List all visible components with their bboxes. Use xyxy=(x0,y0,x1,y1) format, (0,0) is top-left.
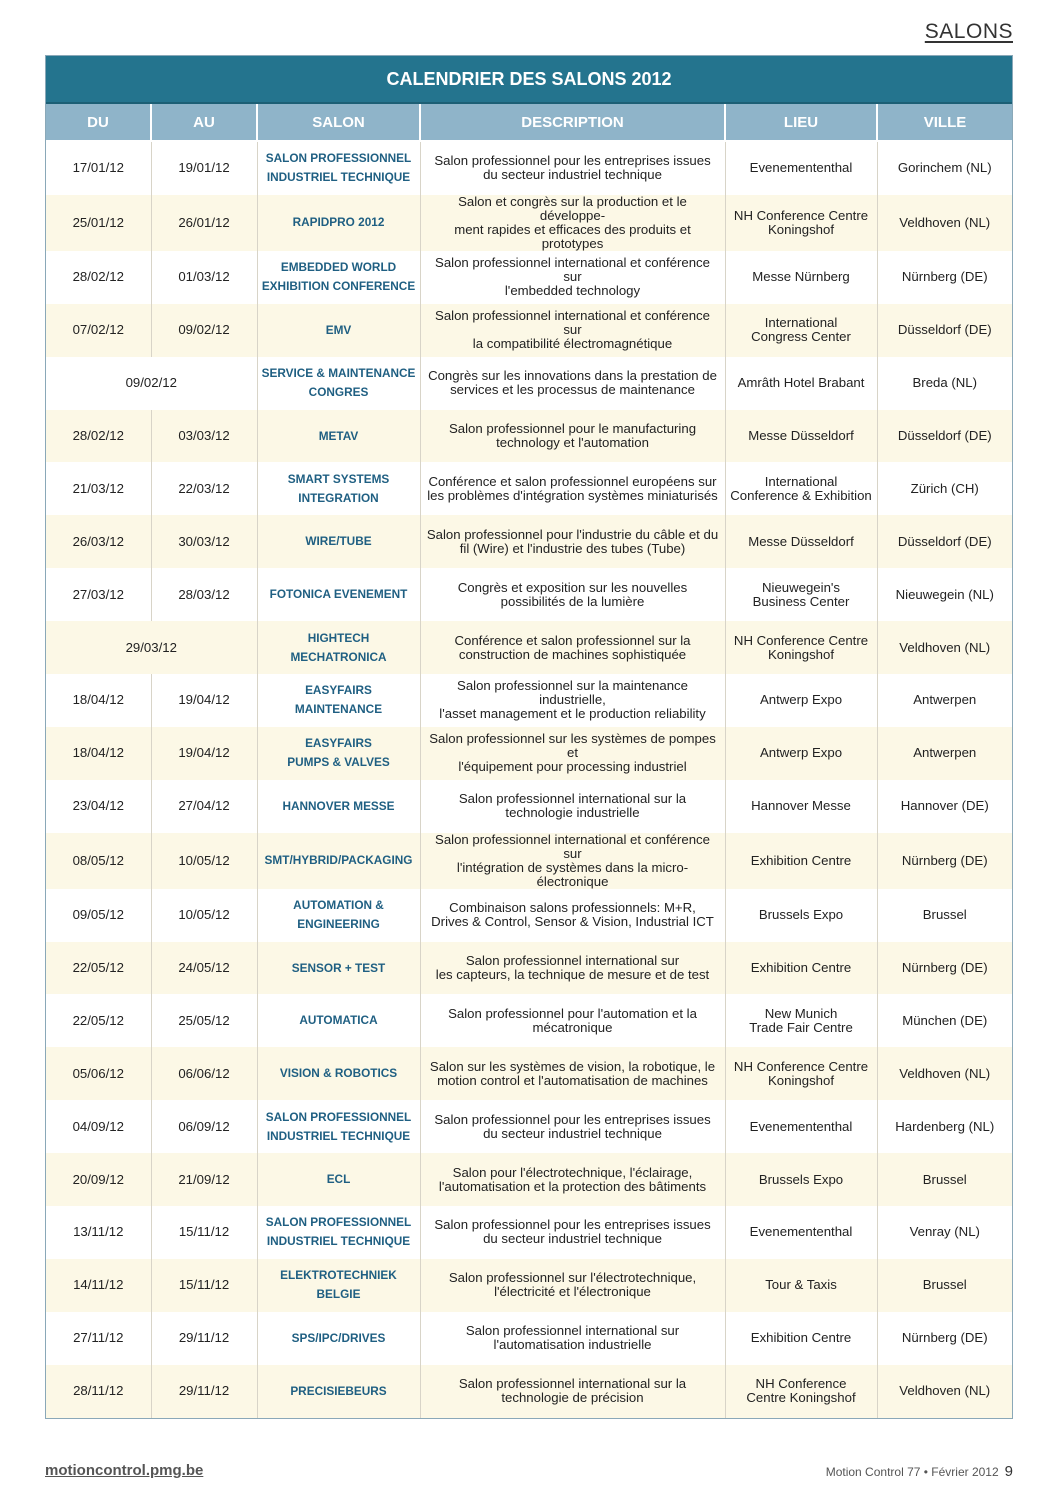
cell-line: possibilités de la lumière xyxy=(500,593,645,609)
city-cell: Veldhoven (NL) xyxy=(877,621,1012,674)
date-end-cell: 29/11/12 xyxy=(151,1365,257,1418)
table-row xyxy=(46,1206,1012,1259)
date-start-cell: 27/03/12 xyxy=(46,568,151,621)
description-cell xyxy=(420,1100,725,1153)
cell-line: Salon professionnel pour l'industrie du câble et du xyxy=(426,526,719,542)
cell-line: ECL xyxy=(326,1172,351,1187)
cell-line: la compatibilité électromagnétique xyxy=(472,336,673,352)
city-cell: Düsseldorf (DE) xyxy=(877,304,1012,357)
cell-line: Evenemententhal xyxy=(749,1224,853,1240)
date-end-cell: 19/04/12 xyxy=(151,727,257,780)
cell-line: SALON PROFESSIONNEL xyxy=(265,1215,412,1230)
city-cell: Nürnberg (DE) xyxy=(877,1312,1012,1365)
description-cell xyxy=(420,1312,725,1365)
table-row xyxy=(46,462,1012,515)
cell-line: Salon professionnel pour l'automation et la xyxy=(448,1005,697,1021)
table-row xyxy=(46,994,1012,1047)
cell-line: construction de machines sophistiquée xyxy=(458,646,687,662)
cell-line: FOTONICA EVENEMENT xyxy=(269,587,408,602)
description-cell xyxy=(420,889,725,942)
cell-line: SALON PROFESSIONNEL xyxy=(265,151,412,166)
date-end-cell: 22/03/12 xyxy=(151,462,257,515)
venue-cell xyxy=(725,1365,877,1418)
cell-line: Messe Düsseldorf xyxy=(748,533,854,549)
cell-line: RAPIDPRO 2012 xyxy=(292,215,385,230)
city-cell: Nürnberg (DE) xyxy=(877,251,1012,304)
cell-line: Evenemententhal xyxy=(749,1118,853,1134)
cell-line: l'électricité et l'électronique xyxy=(494,1284,651,1300)
date-start-cell: 18/04/12 xyxy=(46,727,151,780)
venue-cell xyxy=(725,357,877,410)
cell-line: Salon professionnel sur la maintenance industrielle, xyxy=(457,678,688,708)
date-start-cell: 26/03/12 xyxy=(46,515,151,568)
city-cell: Brussel xyxy=(877,889,1012,942)
header-lieu: LIEU xyxy=(725,104,877,141)
date-end-cell: 06/09/12 xyxy=(151,1100,257,1153)
salon-name-cell xyxy=(257,251,420,304)
cell-line: Amrâth Hotel Brabant xyxy=(737,375,865,391)
cell-line: EASYFAIRS xyxy=(305,683,372,698)
description-cell xyxy=(420,195,725,251)
cell-line: METAV xyxy=(318,428,359,443)
cell-line: Congrès sur les innovations dans la prestation de xyxy=(428,368,717,384)
salon-name-cell xyxy=(257,1047,420,1100)
table-row xyxy=(46,1312,1012,1365)
salon-name-cell xyxy=(257,621,420,674)
date-end-cell: 27/04/12 xyxy=(151,780,257,833)
cell-line: CONGRES xyxy=(308,385,369,400)
cell-line: BELGIE xyxy=(316,1287,361,1302)
city-cell: Hardenberg (NL) xyxy=(877,1100,1012,1153)
date-end-cell: 06/06/12 xyxy=(151,1047,257,1100)
footer-issue xyxy=(826,1463,1013,1480)
city-cell: Antwerpen xyxy=(877,674,1012,727)
venue-cell xyxy=(725,251,877,304)
salon-name-cell xyxy=(257,994,420,1047)
salon-name-cell xyxy=(257,462,420,515)
date-start-cell: 13/11/12 xyxy=(46,1206,151,1259)
section-label: SALONS xyxy=(924,20,1013,43)
table-body xyxy=(46,141,1012,1418)
cell-line: Koningshof xyxy=(768,646,834,662)
calendar-table-frame xyxy=(45,55,1013,1419)
footer-website[interactable]: motioncontrol.pmg.be xyxy=(45,1462,204,1479)
cell-line: NH Conference Centre xyxy=(733,632,869,648)
date-end-cell: 10/05/12 xyxy=(151,889,257,942)
salon-name-cell xyxy=(257,889,420,942)
cell-line: Congress Center xyxy=(751,329,851,345)
cell-line: l'intégration de systèmes dans la micro-électronique xyxy=(456,859,689,889)
date-end-cell: 01/03/12 xyxy=(151,251,257,304)
date-start-cell: 07/02/12 xyxy=(46,304,151,357)
date-end-cell: 15/11/12 xyxy=(151,1206,257,1259)
city-cell: Düsseldorf (DE) xyxy=(877,410,1012,463)
table-row xyxy=(46,515,1012,568)
cell-line: Salon professionnel pour les entreprises issues xyxy=(434,1217,711,1233)
venue-cell xyxy=(725,942,877,995)
calendar-table xyxy=(46,104,1012,1418)
cell-line: SMT/HYBRID/PACKAGING xyxy=(264,853,413,868)
cell-line: INTEGRATION xyxy=(298,490,379,505)
venue-cell xyxy=(725,304,877,357)
salon-name-cell xyxy=(257,1259,420,1312)
city-cell: Gorinchem (NL) xyxy=(877,141,1012,195)
description-cell xyxy=(420,1153,725,1206)
cell-line: International xyxy=(764,473,838,489)
date-start-cell: 09/05/12 xyxy=(46,889,151,942)
date-end-cell: 21/09/12 xyxy=(151,1153,257,1206)
cell-line: fil (Wire) et l'industrie des tubes (Tube) xyxy=(459,540,686,556)
date-start-cell: 22/05/12 xyxy=(46,942,151,995)
date-end-cell: 26/01/12 xyxy=(151,195,257,251)
header-row xyxy=(46,104,1012,141)
description-cell xyxy=(420,304,725,357)
salon-name-cell xyxy=(257,304,420,357)
table-row xyxy=(46,942,1012,995)
description-cell xyxy=(420,251,725,304)
cell-line: MECHATRONICA xyxy=(290,649,387,664)
city-cell: Nürnberg (DE) xyxy=(877,942,1012,995)
venue-cell xyxy=(725,1100,877,1153)
cell-line: technologie de précision xyxy=(501,1390,644,1406)
cell-line: ELEKTROTECHNIEK xyxy=(280,1268,397,1283)
date-end-cell: 15/11/12 xyxy=(151,1259,257,1312)
date-end-cell: 28/03/12 xyxy=(151,568,257,621)
venue-cell xyxy=(725,621,877,674)
cell-line: NH Conference Centre xyxy=(733,207,869,223)
cell-line: Salon professionnel pour les entreprises issues xyxy=(434,153,711,169)
cell-line: Exhibition Centre xyxy=(750,960,852,976)
date-cell: 29/03/12 xyxy=(46,621,257,674)
salon-name-cell xyxy=(257,195,420,251)
table-row xyxy=(46,1047,1012,1100)
date-start-cell: 23/04/12 xyxy=(46,780,151,833)
cell-line: du secteur industriel technique xyxy=(483,1231,662,1247)
cell-line: l'embedded technology xyxy=(504,283,641,299)
cell-line: Combinaison salons professionnels: M+R, xyxy=(449,900,696,916)
cell-line: Congrès et exposition sur les nouvelles xyxy=(457,579,688,595)
cell-line: EMV xyxy=(325,322,352,337)
date-end-cell: 19/04/12 xyxy=(151,674,257,727)
city-cell: Nieuwegein (NL) xyxy=(877,568,1012,621)
cell-line: Salon et congrès sur la production et le développe- xyxy=(458,193,687,223)
cell-line: WIRE/TUBE xyxy=(305,534,372,549)
table-row xyxy=(46,1153,1012,1206)
cell-line: du secteur industriel technique xyxy=(483,167,662,183)
city-cell: Zürich (CH) xyxy=(877,462,1012,515)
description-cell xyxy=(420,515,725,568)
date-start-cell: 25/01/12 xyxy=(46,195,151,251)
cell-line: Antwerp Expo xyxy=(759,692,843,708)
table-row xyxy=(46,621,1012,674)
header-description: DESCRIPTION xyxy=(420,104,725,141)
city-cell: München (DE) xyxy=(877,994,1012,1047)
cell-line: Salon professionnel international et conférence sur xyxy=(435,308,710,338)
salon-name-cell xyxy=(257,1365,420,1418)
city-cell: Brussel xyxy=(877,1153,1012,1206)
description-cell xyxy=(420,727,725,780)
cell-line: Nieuwegein's xyxy=(761,579,841,595)
venue-cell xyxy=(725,1259,877,1312)
cell-line: les capteurs, la technique de mesure et de test xyxy=(435,967,710,983)
description-cell xyxy=(420,780,725,833)
venue-cell xyxy=(725,994,877,1047)
description-cell xyxy=(420,141,725,195)
table-row xyxy=(46,251,1012,304)
cell-line: SPS/IPC/DRIVES xyxy=(291,1330,386,1345)
cell-line: Koningshof xyxy=(768,1072,834,1088)
table-row xyxy=(46,1100,1012,1153)
cell-line: HIGHTECH xyxy=(307,630,370,645)
cell-line: Salon professionnel international et conférence sur xyxy=(435,831,710,861)
cell-line: Messe Nürnberg xyxy=(752,269,850,285)
cell-line: services et les processus de maintenance xyxy=(450,382,695,398)
cell-line: MAINTENANCE xyxy=(294,702,383,717)
date-start-cell: 04/09/12 xyxy=(46,1100,151,1153)
cell-line: Salon professionnel international sur xyxy=(465,1323,680,1339)
header-du: DU xyxy=(46,104,151,141)
date-start-cell: 08/05/12 xyxy=(46,833,151,889)
cell-line: EXHIBITION CONFERENCE xyxy=(261,279,416,294)
page-number: 9 xyxy=(1004,1463,1013,1480)
description-cell xyxy=(420,1206,725,1259)
table-row xyxy=(46,304,1012,357)
cell-line: Conference & Exhibition xyxy=(730,487,872,503)
cell-line: PRECISIEBEURS xyxy=(290,1383,387,1398)
description-cell xyxy=(420,1259,725,1312)
date-start-cell: 27/11/12 xyxy=(46,1312,151,1365)
date-start-cell: 05/06/12 xyxy=(46,1047,151,1100)
date-start-cell: 28/11/12 xyxy=(46,1365,151,1418)
date-start-cell: 28/02/12 xyxy=(46,410,151,463)
table-row xyxy=(46,727,1012,780)
cell-line: EMBEDDED WORLD xyxy=(280,260,397,275)
cell-line: Salon professionnel international sur xyxy=(465,953,680,969)
salon-name-cell xyxy=(257,942,420,995)
venue-cell xyxy=(725,195,877,251)
city-cell: Antwerpen xyxy=(877,727,1012,780)
cell-line: Koningshof xyxy=(768,221,834,237)
cell-line: technology et l'automation xyxy=(496,435,649,450)
cell-line: Antwerp Expo xyxy=(759,745,843,761)
city-cell: Veldhoven (NL) xyxy=(877,1047,1012,1100)
city-cell: Düsseldorf (DE) xyxy=(877,515,1012,568)
cell-line: Evenemententhal xyxy=(749,160,853,176)
cell-line: Messe Düsseldorf xyxy=(748,428,854,443)
city-cell: Brussel xyxy=(877,1259,1012,1312)
cell-line: Trade Fair Centre xyxy=(749,1019,853,1035)
cell-line: Hannover Messe xyxy=(751,798,851,814)
cell-line: NH Conference xyxy=(755,1376,847,1392)
venue-cell xyxy=(725,141,877,195)
venue-cell xyxy=(725,674,877,727)
date-start-cell: 18/04/12 xyxy=(46,674,151,727)
cell-line: Salon pour l'électrotechnique, l'éclairage, xyxy=(452,1164,693,1180)
city-cell: Nürnberg (DE) xyxy=(877,833,1012,889)
cell-line: Exhibition Centre xyxy=(750,1330,852,1346)
date-end-cell: 24/05/12 xyxy=(151,942,257,995)
cell-line: PUMPS & VALVES xyxy=(287,755,390,770)
cell-line: les problèmes d'intégration systèmes miniaturisés xyxy=(427,487,718,503)
date-end-cell: 25/05/12 xyxy=(151,994,257,1047)
date-end-cell: 29/11/12 xyxy=(151,1312,257,1365)
issue-label: Motion Control 77 • Février 2012 xyxy=(825,1465,999,1479)
table-row xyxy=(46,141,1012,195)
date-end-cell: 03/03/12 xyxy=(151,410,257,463)
venue-cell xyxy=(725,410,877,463)
cell-line: ment rapides et efficaces des produits et prototypes xyxy=(454,221,691,251)
salon-name-cell xyxy=(257,141,420,195)
cell-line: ENGINEERING xyxy=(297,917,380,932)
date-end-cell: 09/02/12 xyxy=(151,304,257,357)
cell-line: Salon professionnel sur l'électrotechnique, xyxy=(448,1270,697,1286)
venue-cell xyxy=(725,727,877,780)
cell-line: Drives & Control, Sensor & Vision, Industrial ICT xyxy=(431,914,714,930)
venue-cell xyxy=(725,1312,877,1365)
cell-line: Business Center xyxy=(752,593,850,609)
table-title: CALENDRIER DES SALONS 2012 xyxy=(46,56,1012,104)
description-cell xyxy=(420,357,725,410)
city-cell: Veldhoven (NL) xyxy=(877,195,1012,251)
venue-cell xyxy=(725,1206,877,1259)
venue-cell xyxy=(725,1047,877,1100)
date-start-cell: 14/11/12 xyxy=(46,1259,151,1312)
cell-line: Centre Koningshof xyxy=(746,1390,856,1406)
venue-cell xyxy=(725,1153,877,1206)
description-cell xyxy=(420,462,725,515)
cell-line: SERVICE & MAINTENANCE xyxy=(261,366,416,381)
table-row xyxy=(46,1365,1012,1418)
date-start-cell: 17/01/12 xyxy=(46,141,151,195)
cell-line: VISION & ROBOTICS xyxy=(279,1066,398,1081)
date-start-cell: 20/09/12 xyxy=(46,1153,151,1206)
table-row xyxy=(46,195,1012,251)
table-row xyxy=(46,568,1012,621)
cell-line: mécatronique xyxy=(532,1019,613,1035)
cell-line: HANNOVER MESSE xyxy=(282,798,395,813)
city-cell: Venray (NL) xyxy=(877,1206,1012,1259)
cell-line: Salon professionnel pour le manufacturing xyxy=(448,421,697,436)
header-ville: VILLE xyxy=(877,104,1012,141)
cell-line: INDUSTRIEL TECHNIQUE xyxy=(266,1234,411,1249)
cell-line: AUTOMATICA xyxy=(299,1013,378,1028)
cell-line: Salon professionnel international et conférence sur xyxy=(435,255,710,285)
venue-cell xyxy=(725,568,877,621)
cell-line: Brussels Expo xyxy=(758,1171,844,1187)
salon-name-cell xyxy=(257,357,420,410)
cell-line: technologie industrielle xyxy=(505,805,640,821)
venue-cell xyxy=(725,833,877,889)
cell-line: SALON PROFESSIONNEL xyxy=(265,1109,412,1124)
description-cell xyxy=(420,942,725,995)
salon-name-cell xyxy=(257,780,420,833)
cell-line: Brussels Expo xyxy=(758,907,844,923)
venue-cell xyxy=(725,889,877,942)
cell-line: l'asset management et le production reliability xyxy=(439,706,706,722)
cell-line: l'automatisation et la protection des bâtiments xyxy=(438,1178,707,1194)
salon-name-cell xyxy=(257,1206,420,1259)
cell-line: Salon professionnel international sur la xyxy=(458,1376,687,1392)
cell-line: motion control et l'automatisation de machines xyxy=(437,1072,708,1088)
date-start-cell: 22/05/12 xyxy=(46,994,151,1047)
header-salon: SALON xyxy=(257,104,420,141)
salon-name-cell xyxy=(257,1153,420,1206)
cell-line: New Munich xyxy=(764,1005,838,1021)
cell-line: INDUSTRIEL TECHNIQUE xyxy=(266,1128,411,1143)
cell-line: Salon sur les systèmes de vision, la robotique, le xyxy=(429,1058,716,1074)
venue-cell xyxy=(725,515,877,568)
cell-line: SENSOR + TEST xyxy=(291,960,386,975)
salon-name-cell xyxy=(257,568,420,621)
header-au: AU xyxy=(151,104,257,141)
description-cell xyxy=(420,621,725,674)
cell-line: Conférence et salon professionnel européens sur xyxy=(428,473,717,489)
date-end-cell: 19/01/12 xyxy=(151,141,257,195)
venue-cell xyxy=(725,462,877,515)
cell-line: SMART SYSTEMS xyxy=(287,471,390,486)
description-cell xyxy=(420,833,725,889)
date-end-cell: 10/05/12 xyxy=(151,833,257,889)
salon-name-cell xyxy=(257,1312,420,1365)
table-row xyxy=(46,833,1012,889)
description-cell xyxy=(420,1047,725,1100)
date-start-cell: 28/02/12 xyxy=(46,251,151,304)
cell-line: Exhibition Centre xyxy=(750,852,852,868)
cell-line: Salon professionnel pour les entreprises issues xyxy=(434,1111,711,1127)
cell-line: Conférence et salon professionnel sur la xyxy=(454,632,691,648)
cell-line: EASYFAIRS xyxy=(305,736,372,751)
cell-line: Tour & Taxis xyxy=(765,1277,837,1293)
table-row xyxy=(46,780,1012,833)
salon-name-cell xyxy=(257,410,420,463)
cell-line: Salon professionnel international sur la xyxy=(458,791,687,807)
table-row xyxy=(46,674,1012,727)
city-cell: Veldhoven (NL) xyxy=(877,1365,1012,1418)
cell-line: NH Conference Centre xyxy=(733,1058,869,1074)
date-start-cell: 21/03/12 xyxy=(46,462,151,515)
salon-name-cell xyxy=(257,674,420,727)
description-cell xyxy=(420,674,725,727)
salon-name-cell xyxy=(257,515,420,568)
description-cell xyxy=(420,1365,725,1418)
cell-line: International xyxy=(764,315,838,331)
table-row xyxy=(46,357,1012,410)
cell-line: l'automatisation industrielle xyxy=(493,1337,652,1353)
cell-line: AUTOMATION & xyxy=(293,898,384,913)
city-cell: Breda (NL) xyxy=(877,357,1012,410)
cell-line: du secteur industriel technique xyxy=(483,1125,662,1141)
salon-name-cell xyxy=(257,727,420,780)
table-row xyxy=(46,1259,1012,1312)
salon-name-cell xyxy=(257,833,420,889)
cell-line: l'équipement pour processing industriel xyxy=(458,759,687,775)
cell-line: Salon professionnel sur les systèmes de pompes et xyxy=(429,731,716,761)
description-cell xyxy=(420,410,725,463)
date-end-cell: 30/03/12 xyxy=(151,515,257,568)
table-row xyxy=(46,410,1012,463)
city-cell: Hannover (DE) xyxy=(877,780,1012,833)
description-cell xyxy=(420,568,725,621)
venue-cell xyxy=(725,780,877,833)
description-cell xyxy=(420,994,725,1047)
date-cell: 09/02/12 xyxy=(46,357,257,410)
table-row xyxy=(46,889,1012,942)
salon-name-cell xyxy=(257,1100,420,1153)
cell-line: INDUSTRIEL TECHNIQUE xyxy=(266,170,411,185)
